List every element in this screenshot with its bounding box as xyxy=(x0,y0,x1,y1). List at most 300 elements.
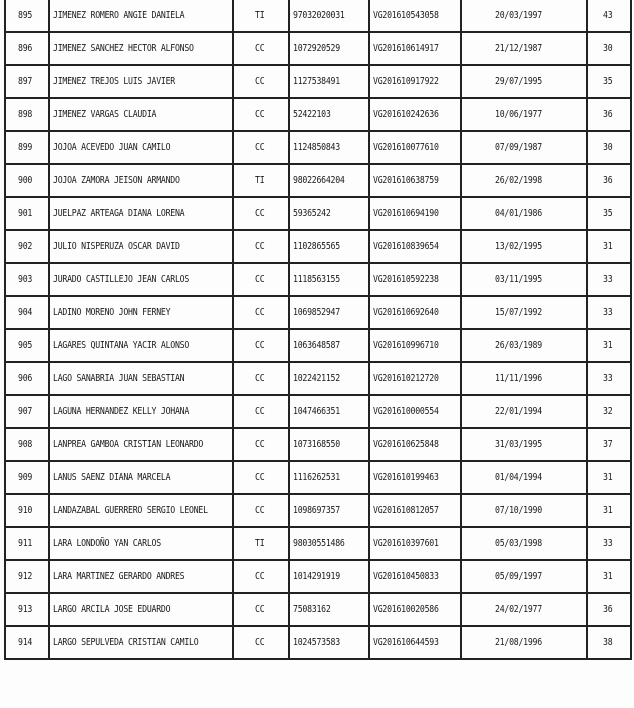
document-type: CC xyxy=(255,439,265,450)
full-name-cell xyxy=(49,428,233,461)
full-name-cell xyxy=(49,593,233,626)
row-number: 900 xyxy=(18,175,33,186)
document-number-cell xyxy=(289,329,369,362)
birth-date: 29/07/1995 xyxy=(495,76,543,87)
document-number-cell xyxy=(289,362,369,395)
document-type-cell xyxy=(233,98,289,131)
document-type-cell xyxy=(233,65,289,98)
full-name: JIMENEZ SANCHEZ HECTOR ALFONSO xyxy=(53,43,194,54)
document-number: 1073168550 xyxy=(293,439,340,450)
birth-date-cell xyxy=(461,626,587,659)
score-cell xyxy=(587,494,631,527)
registration-code-cell xyxy=(369,230,461,263)
table-row xyxy=(5,164,631,197)
full-name: JOJOA ZAMORA JEISON ARMANDO xyxy=(53,175,180,186)
registration-code: VG201610692640 xyxy=(373,307,439,318)
score-value: 31 xyxy=(603,505,613,516)
document-number-cell xyxy=(289,230,369,263)
full-name: LARA MARTINEZ GERARDO ANDRES xyxy=(53,571,185,582)
score-cell xyxy=(587,527,631,560)
full-name-cell xyxy=(49,560,233,593)
table-row xyxy=(5,98,631,131)
birth-date: 13/02/1995 xyxy=(495,241,543,252)
row-number-cell xyxy=(5,131,49,164)
row-number: 895 xyxy=(18,10,33,21)
document-number-cell xyxy=(289,263,369,296)
registration-code: VG201610614917 xyxy=(373,43,439,54)
document-type: CC xyxy=(255,208,265,219)
row-number-cell xyxy=(5,527,49,560)
document-number: 1024573583 xyxy=(293,637,340,648)
document-number: 98030551486 xyxy=(293,538,345,549)
document-number: 75083162 xyxy=(293,604,331,615)
registration-code-cell xyxy=(369,362,461,395)
registration-code: VG201610644593 xyxy=(373,637,439,648)
birth-date: 01/04/1994 xyxy=(495,472,543,483)
registration-code: VG201610839654 xyxy=(373,241,439,252)
row-number: 907 xyxy=(18,406,33,417)
row-number: 896 xyxy=(18,43,33,54)
document-number: 59365242 xyxy=(293,208,331,219)
table-row xyxy=(5,461,631,494)
birth-date-cell xyxy=(461,329,587,362)
document-number-cell xyxy=(289,131,369,164)
row-number-cell xyxy=(5,65,49,98)
registration-code: VG201610592238 xyxy=(373,274,439,285)
document-number-cell xyxy=(289,164,369,197)
birth-date: 07/09/1987 xyxy=(495,142,543,153)
document-type: CC xyxy=(255,109,265,120)
score-value: 37 xyxy=(603,439,613,450)
document-type: TI xyxy=(255,175,265,186)
registration-code-cell xyxy=(369,296,461,329)
row-number-cell xyxy=(5,98,49,131)
row-number-cell xyxy=(5,197,49,230)
full-name-cell xyxy=(49,98,233,131)
table-row xyxy=(5,494,631,527)
registration-code-cell xyxy=(369,329,461,362)
birth-date: 21/12/1987 xyxy=(495,43,543,54)
document-number: 1022421152 xyxy=(293,373,340,384)
row-number-cell xyxy=(5,32,49,65)
document-number: 1098697357 xyxy=(293,505,340,516)
birth-date-cell xyxy=(461,0,587,32)
row-number-cell xyxy=(5,461,49,494)
full-name-cell xyxy=(49,0,233,32)
score-value: 33 xyxy=(603,373,613,384)
registration-code-cell xyxy=(369,263,461,296)
row-number-cell xyxy=(5,626,49,659)
birth-date-cell xyxy=(461,296,587,329)
score-cell xyxy=(587,560,631,593)
registration-code: VG201610020586 xyxy=(373,604,439,615)
birth-date-cell xyxy=(461,395,587,428)
document-type: CC xyxy=(255,340,265,351)
document-type: CC xyxy=(255,43,265,54)
score-cell xyxy=(587,32,631,65)
score-cell xyxy=(587,197,631,230)
document-type: CC xyxy=(255,307,265,318)
table-row xyxy=(5,527,631,560)
full-name-cell xyxy=(49,395,233,428)
row-number-cell xyxy=(5,560,49,593)
document-type: CC xyxy=(255,472,265,483)
score-cell xyxy=(587,296,631,329)
row-number: 903 xyxy=(18,274,33,285)
registration-code: VG201610212720 xyxy=(373,373,439,384)
score-value: 43 xyxy=(603,10,613,21)
document-type-cell xyxy=(233,197,289,230)
row-number: 908 xyxy=(18,439,33,450)
row-number: 913 xyxy=(18,604,33,615)
score-cell xyxy=(587,428,631,461)
registration-code-cell xyxy=(369,395,461,428)
score-value: 31 xyxy=(603,571,613,582)
full-name: LANPREA GAMBOA CRISTIAN LEONARDO xyxy=(53,439,204,450)
full-name: JOJOA ACEVEDO JUAN CAMILO xyxy=(53,142,171,153)
full-name: JIMENEZ TREJOS LUIS JAVIER xyxy=(53,76,175,87)
registration-code: VG201610917922 xyxy=(373,76,439,87)
full-name-cell xyxy=(49,32,233,65)
document-number-cell xyxy=(289,461,369,494)
document-type-cell xyxy=(233,560,289,593)
table-row xyxy=(5,131,631,164)
document-type-cell xyxy=(233,32,289,65)
document-type: CC xyxy=(255,76,265,87)
row-number: 909 xyxy=(18,472,33,483)
document-number-cell xyxy=(289,593,369,626)
document-type-cell xyxy=(233,593,289,626)
document-type: CC xyxy=(255,274,265,285)
document-number-cell xyxy=(289,428,369,461)
registration-code-cell xyxy=(369,593,461,626)
document-number: 1047466351 xyxy=(293,406,340,417)
document-number: 52422103 xyxy=(293,109,331,120)
row-number-cell xyxy=(5,395,49,428)
row-number-cell xyxy=(5,263,49,296)
table-row xyxy=(5,263,631,296)
document-type-cell xyxy=(233,362,289,395)
registration-code: VG201610812057 xyxy=(373,505,439,516)
birth-date-cell xyxy=(461,527,587,560)
birth-date-cell xyxy=(461,65,587,98)
full-name-cell xyxy=(49,527,233,560)
full-name-cell xyxy=(49,494,233,527)
document-type-cell xyxy=(233,230,289,263)
table-row xyxy=(5,626,631,659)
document-type-cell xyxy=(233,428,289,461)
birth-date: 24/02/1977 xyxy=(495,604,543,615)
birth-date-cell xyxy=(461,98,587,131)
document-number: 1069852947 xyxy=(293,307,340,318)
document-type: CC xyxy=(255,406,265,417)
document-type-cell xyxy=(233,131,289,164)
full-name: LAGO SANABRIA JUAN SEBASTIAN xyxy=(53,373,185,384)
registration-code: VG201610996710 xyxy=(373,340,439,351)
registration-code: VG201610543058 xyxy=(373,10,439,21)
document-type-cell xyxy=(233,296,289,329)
row-number-cell xyxy=(5,296,49,329)
score-value: 33 xyxy=(603,538,613,549)
full-name: JIMENEZ VARGAS CLAUDIA xyxy=(53,109,157,120)
applicant-roster-table xyxy=(4,0,632,660)
document-type-cell xyxy=(233,329,289,362)
document-number-cell xyxy=(289,98,369,131)
score-value: 35 xyxy=(603,76,613,87)
table-row xyxy=(5,296,631,329)
row-number-cell xyxy=(5,0,49,32)
table-row xyxy=(5,230,631,263)
document-number-cell xyxy=(289,395,369,428)
table-row xyxy=(5,0,631,32)
table-row xyxy=(5,428,631,461)
full-name-cell xyxy=(49,197,233,230)
birth-date: 03/11/1995 xyxy=(495,274,543,285)
document-number-cell xyxy=(289,197,369,230)
birth-date: 10/06/1977 xyxy=(495,109,543,120)
full-name-cell xyxy=(49,362,233,395)
full-name: LARGO SEPULVEDA CRISTIAN CAMILO xyxy=(53,637,199,648)
document-type: TI xyxy=(255,10,265,21)
registration-code-cell xyxy=(369,428,461,461)
score-value: 33 xyxy=(603,307,613,318)
full-name: JIMENEZ ROMERO ANGIE DANIELA xyxy=(53,10,185,21)
score-cell xyxy=(587,626,631,659)
score-cell xyxy=(587,461,631,494)
row-number: 897 xyxy=(18,76,33,87)
full-name: LANUS SAENZ DIANA MARCELA xyxy=(53,472,171,483)
full-name-cell xyxy=(49,131,233,164)
full-name: JULIO NISPERUZA OSCAR DAVID xyxy=(53,241,180,252)
birth-date-cell xyxy=(461,131,587,164)
full-name: LARA LONDOÑO YAN CARLOS xyxy=(53,538,161,549)
birth-date-cell xyxy=(461,197,587,230)
document-number: 1127538491 xyxy=(293,76,340,87)
score-cell xyxy=(587,395,631,428)
document-number-cell xyxy=(289,494,369,527)
document-type: CC xyxy=(255,604,265,615)
full-name: JUELPAZ ARTEAGA DIANA LORENA xyxy=(53,208,185,219)
birth-date: 26/03/1989 xyxy=(495,340,543,351)
row-number-cell xyxy=(5,329,49,362)
full-name-cell xyxy=(49,164,233,197)
score-cell xyxy=(587,230,631,263)
document-number: 1124850843 xyxy=(293,142,340,153)
row-number-cell xyxy=(5,593,49,626)
score-value: 36 xyxy=(603,109,613,120)
document-number-cell xyxy=(289,560,369,593)
registration-code: VG201610450833 xyxy=(373,571,439,582)
full-name-cell xyxy=(49,461,233,494)
registration-code-cell xyxy=(369,527,461,560)
score-cell xyxy=(587,263,631,296)
birth-date-cell xyxy=(461,362,587,395)
score-value: 33 xyxy=(603,274,613,285)
birth-date: 15/07/1992 xyxy=(495,307,543,318)
score-value: 31 xyxy=(603,340,613,351)
row-number: 905 xyxy=(18,340,33,351)
full-name-cell xyxy=(49,626,233,659)
document-type: CC xyxy=(255,571,265,582)
registration-code: VG201610077610 xyxy=(373,142,439,153)
registration-code-cell xyxy=(369,494,461,527)
full-name-cell xyxy=(49,230,233,263)
birth-date-cell xyxy=(461,593,587,626)
full-name: JURADO CASTILLEJO JEAN CARLOS xyxy=(53,274,190,285)
birth-date: 20/03/1997 xyxy=(495,10,543,21)
document-type-cell xyxy=(233,164,289,197)
score-value: 31 xyxy=(603,241,613,252)
document-number-cell xyxy=(289,32,369,65)
score-cell xyxy=(587,593,631,626)
row-number: 901 xyxy=(18,208,33,219)
birth-date: 26/02/1998 xyxy=(495,175,543,186)
birth-date: 22/01/1994 xyxy=(495,406,543,417)
registration-code-cell xyxy=(369,164,461,197)
table-row xyxy=(5,362,631,395)
birth-date: 11/11/1996 xyxy=(495,373,543,384)
registration-code: VG201610397601 xyxy=(373,538,439,549)
full-name: LAGARES QUINTANA YACIR ALONSO xyxy=(53,340,190,351)
document-number: 98022664204 xyxy=(293,175,345,186)
birth-date-cell xyxy=(461,164,587,197)
birth-date: 05/03/1998 xyxy=(495,538,543,549)
full-name: LARGO ARCILA JOSE EDUARDO xyxy=(53,604,171,615)
document-number: 1102865565 xyxy=(293,241,340,252)
birth-date-cell xyxy=(461,461,587,494)
row-number: 899 xyxy=(18,142,33,153)
document-number-cell xyxy=(289,0,369,32)
registration-code-cell xyxy=(369,131,461,164)
birth-date: 07/10/1990 xyxy=(495,505,543,516)
registration-code-cell xyxy=(369,626,461,659)
registration-code: VG201610694190 xyxy=(373,208,439,219)
document-number: 97032020031 xyxy=(293,10,345,21)
registration-code: VG201610000554 xyxy=(373,406,439,417)
document-type: CC xyxy=(255,142,265,153)
score-value: 30 xyxy=(603,43,613,54)
document-number: 1118563155 xyxy=(293,274,340,285)
row-number: 912 xyxy=(18,571,33,582)
document-type: CC xyxy=(255,637,265,648)
row-number: 914 xyxy=(18,637,33,648)
document-type-cell xyxy=(233,461,289,494)
roster-table-body xyxy=(5,0,631,659)
score-value: 31 xyxy=(603,472,613,483)
birth-date-cell xyxy=(461,560,587,593)
document-type-cell xyxy=(233,0,289,32)
birth-date: 31/03/1995 xyxy=(495,439,543,450)
registration-code: VG201610199463 xyxy=(373,472,439,483)
registration-code-cell xyxy=(369,98,461,131)
document-type-cell xyxy=(233,494,289,527)
registration-code: VG201610638759 xyxy=(373,175,439,186)
registration-code-cell xyxy=(369,197,461,230)
document-number-cell xyxy=(289,65,369,98)
birth-date-cell xyxy=(461,494,587,527)
score-value: 30 xyxy=(603,142,613,153)
table-row xyxy=(5,65,631,98)
document-number-cell xyxy=(289,527,369,560)
row-number: 910 xyxy=(18,505,33,516)
row-number-cell xyxy=(5,230,49,263)
document-type: TI xyxy=(255,538,265,549)
birth-date-cell xyxy=(461,230,587,263)
row-number: 911 xyxy=(18,538,33,549)
birth-date-cell xyxy=(461,263,587,296)
document-type-cell xyxy=(233,395,289,428)
score-cell xyxy=(587,362,631,395)
full-name-cell xyxy=(49,329,233,362)
registration-code-cell xyxy=(369,560,461,593)
document-number: 1072920529 xyxy=(293,43,340,54)
birth-date: 04/01/1986 xyxy=(495,208,543,219)
document-number-cell xyxy=(289,626,369,659)
document-type-cell xyxy=(233,263,289,296)
table-row xyxy=(5,32,631,65)
full-name: LADINO MORENO JOHN FERNEY xyxy=(53,307,171,318)
row-number: 904 xyxy=(18,307,33,318)
score-cell xyxy=(587,65,631,98)
document-number: 1063648587 xyxy=(293,340,340,351)
score-cell xyxy=(587,0,631,32)
full-name-cell xyxy=(49,263,233,296)
row-number-cell xyxy=(5,494,49,527)
row-number: 906 xyxy=(18,373,33,384)
birth-date-cell xyxy=(461,32,587,65)
score-value: 36 xyxy=(603,175,613,186)
score-cell xyxy=(587,131,631,164)
row-number-cell xyxy=(5,428,49,461)
document-type: CC xyxy=(255,241,265,252)
registration-code-cell xyxy=(369,32,461,65)
row-number: 902 xyxy=(18,241,33,252)
score-cell xyxy=(587,329,631,362)
table-row xyxy=(5,593,631,626)
score-value: 32 xyxy=(603,406,613,417)
document-number: 1116262531 xyxy=(293,472,340,483)
row-number-cell xyxy=(5,362,49,395)
registration-code-cell xyxy=(369,65,461,98)
score-cell xyxy=(587,98,631,131)
birth-date-cell xyxy=(461,428,587,461)
table-row xyxy=(5,197,631,230)
full-name: LANDAZABAL GUERRERO SERGIO LEONEL xyxy=(53,505,208,516)
document-type: CC xyxy=(255,505,265,516)
full-name-cell xyxy=(49,65,233,98)
table-row xyxy=(5,329,631,362)
registration-code: VG201610242636 xyxy=(373,109,439,120)
score-cell xyxy=(587,164,631,197)
birth-date: 05/09/1997 xyxy=(495,571,543,582)
score-value: 38 xyxy=(603,637,613,648)
registration-code-cell xyxy=(369,461,461,494)
score-value: 36 xyxy=(603,604,613,615)
row-number: 898 xyxy=(18,109,33,120)
registration-code-cell xyxy=(369,0,461,32)
full-name: LAGUNA HERNANDEZ KELLY JOHANA xyxy=(53,406,190,417)
document-type-cell xyxy=(233,626,289,659)
document-number-cell xyxy=(289,296,369,329)
registration-code: VG201610625848 xyxy=(373,439,439,450)
row-number-cell xyxy=(5,164,49,197)
birth-date: 21/08/1996 xyxy=(495,637,543,648)
document-type: CC xyxy=(255,373,265,384)
score-value: 35 xyxy=(603,208,613,219)
document-number: 1014291919 xyxy=(293,571,340,582)
table-row xyxy=(5,560,631,593)
document-type-cell xyxy=(233,527,289,560)
